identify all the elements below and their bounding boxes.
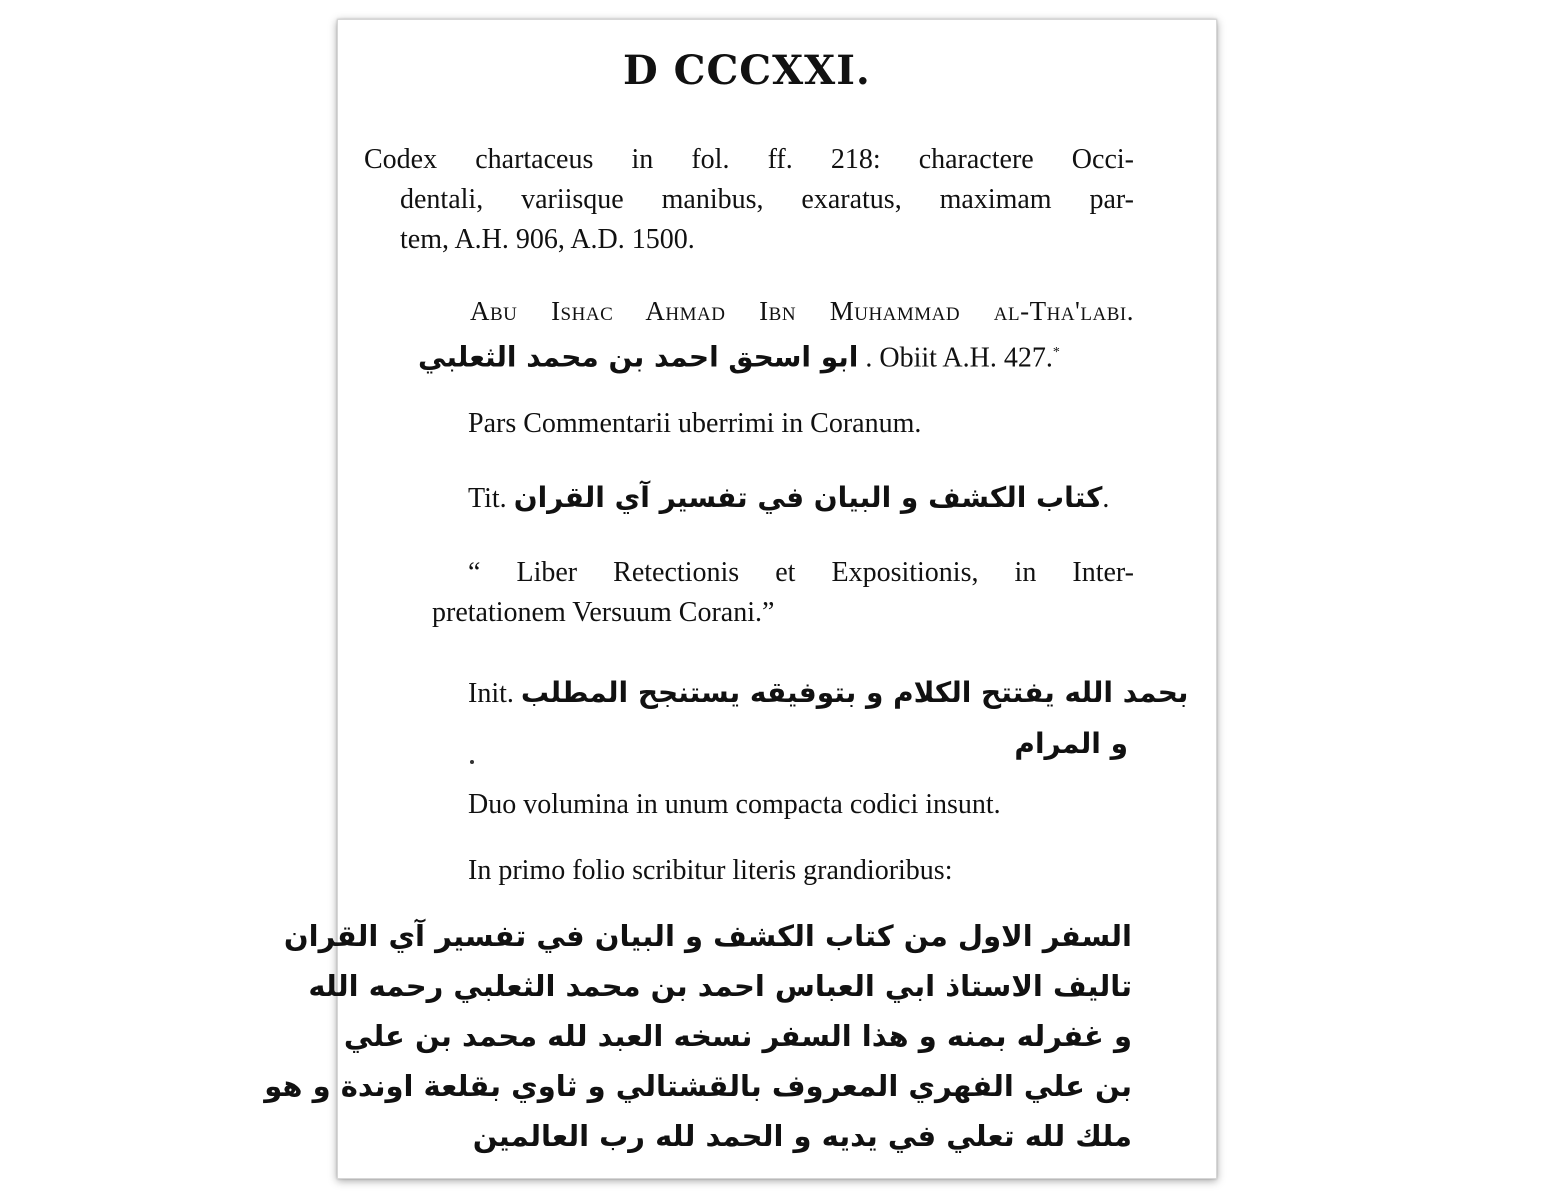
title-end: . (1102, 483, 1110, 514)
inscription-line-4: بن علي الفهري المعروف بالقشتالي و ثاوي بقلعة اوندة و هو (264, 1069, 1132, 1103)
author-line (418, 336, 1060, 375)
footnote-mark: * (1052, 345, 1060, 360)
init-line (468, 675, 1188, 711)
inscription-line-3: و غفرله بمنه و هذا السفر نسخه العبد لله محمد بن علي (343, 1019, 1132, 1053)
ink-dot (470, 760, 474, 764)
title-label: Tit. (468, 483, 507, 514)
inscription-line-5: ملك لله تعلي في يديه و الحمد لله رب العالمين (472, 1119, 1132, 1153)
codex-line-3: tem, A.H. 906, A.D. 1500. (400, 224, 695, 255)
codex-line-2: dentali, variisque manibus, exaratus, maximam par- (400, 184, 1134, 215)
init-arabic-line-2: و المرام (1014, 727, 1128, 760)
inscription-line-1: السفر الاول من كتاب الكشف و البيان في تفسير آي القران (283, 919, 1132, 953)
page-heading: D CCCXXI. (623, 47, 871, 94)
title-line (468, 480, 1109, 516)
author-latin-name: Abu Ishac Ahmad Ibn Muhammad al-Tha'labi. (470, 296, 1134, 326)
manuscript-page (264, 19, 1217, 1179)
inscription-line-2: تاليف الاستاذ ابي العباس احمد بن محمد الثعلبي رحمه الله (308, 969, 1132, 1003)
duo-line: Duo volumina in unum compacta codici insunt. (468, 789, 1001, 820)
init-arabic-line-1: بحمد الله يفتتح الكلام و بتوفيقه يستنجح المطلب (520, 676, 1189, 709)
title-arabic: كتاب الكشف و البيان في تفسير آي القران (513, 481, 1103, 514)
liber-line-1: “ Liber Retectionis et Expositionis, in Inter- (468, 557, 1134, 588)
primo-line: In primo folio scribitur literis grandioribus: (468, 855, 953, 886)
pars-line: Pars Commentarii uberrimi in Coranum. (468, 408, 922, 439)
codex-line-1: Codex chartaceus in fol. ff. 218: charactere Occi- (364, 144, 1134, 175)
author-arabic-name: ابو اسحق احمد بن محمد الثعلبي (418, 340, 859, 374)
liber-line-2: pretationem Versuum Corani.” (432, 597, 775, 628)
init-label: Init. (468, 678, 514, 709)
author-obiit: . Obiit A.H. 427. (865, 342, 1053, 374)
